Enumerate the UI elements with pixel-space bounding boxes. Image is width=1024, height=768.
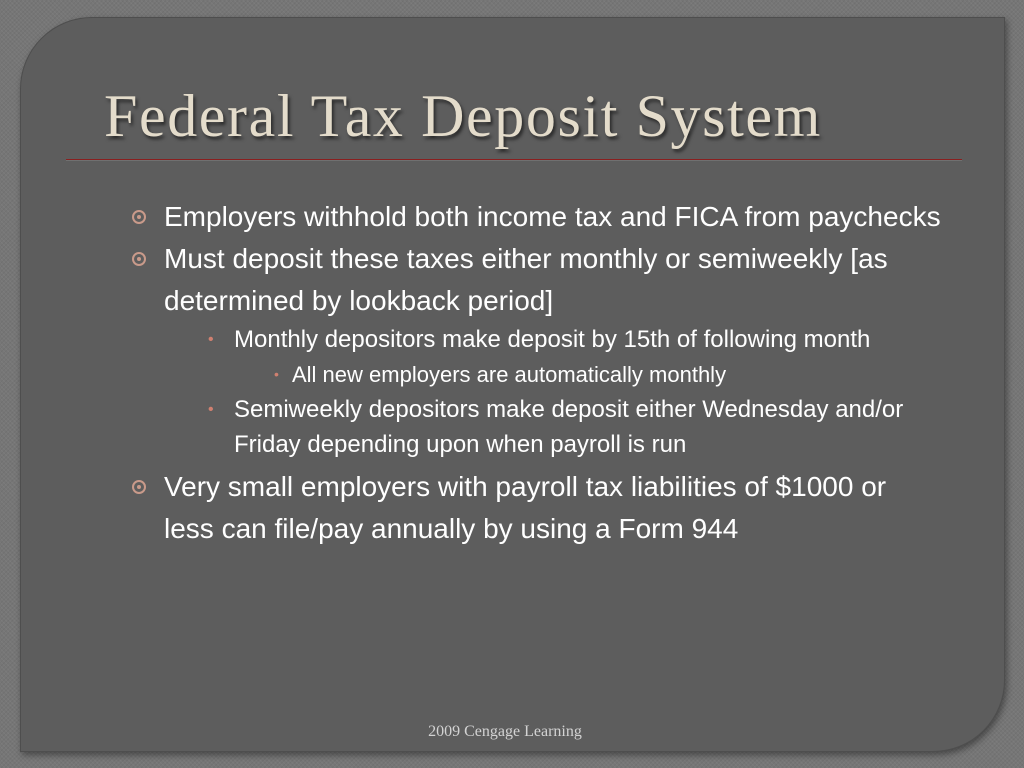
slide-footer: 2009 Cengage Learning xyxy=(428,723,582,740)
slide-title: Federal Tax Deposit System xyxy=(104,83,822,149)
circled-dot-icon xyxy=(132,252,146,266)
small-dot-icon: • xyxy=(208,401,214,418)
title-divider xyxy=(66,159,962,160)
sub-bullet-list xyxy=(164,322,942,462)
bullet-item xyxy=(132,466,942,550)
sub-bullet-text: Monthly depositors make deposit by 15th of following month xyxy=(234,326,871,353)
bullet-text: Must deposit these taxes either monthly or semiweekly [as determined by lookback period] xyxy=(164,243,888,316)
sub-bullet-item xyxy=(196,392,942,462)
sub-bullet-text: Semiweekly depositors make deposit either Wednesday and/or Friday depending upon when payroll is run xyxy=(234,396,904,458)
circled-dot-icon xyxy=(132,480,146,494)
bullet-text: Employers withhold both income tax and FICA from paychecks xyxy=(164,201,941,232)
bullet-item xyxy=(132,196,942,238)
sub-sub-bullet-list xyxy=(234,357,942,392)
bullet-item xyxy=(132,238,942,462)
sub-sub-bullet-item xyxy=(272,357,942,392)
sub-bullet-item xyxy=(196,322,942,392)
circled-dot-icon xyxy=(132,210,146,224)
bullet-text: Very small employers with payroll tax liabilities of $1000 or less can file/pay annually by using a Form 944 xyxy=(164,471,887,544)
small-dot-icon: • xyxy=(274,366,279,382)
bullet-list xyxy=(132,196,942,550)
sub-sub-bullet-text: All new employers are automatically monthly xyxy=(292,362,727,387)
small-dot-icon: • xyxy=(208,331,214,348)
